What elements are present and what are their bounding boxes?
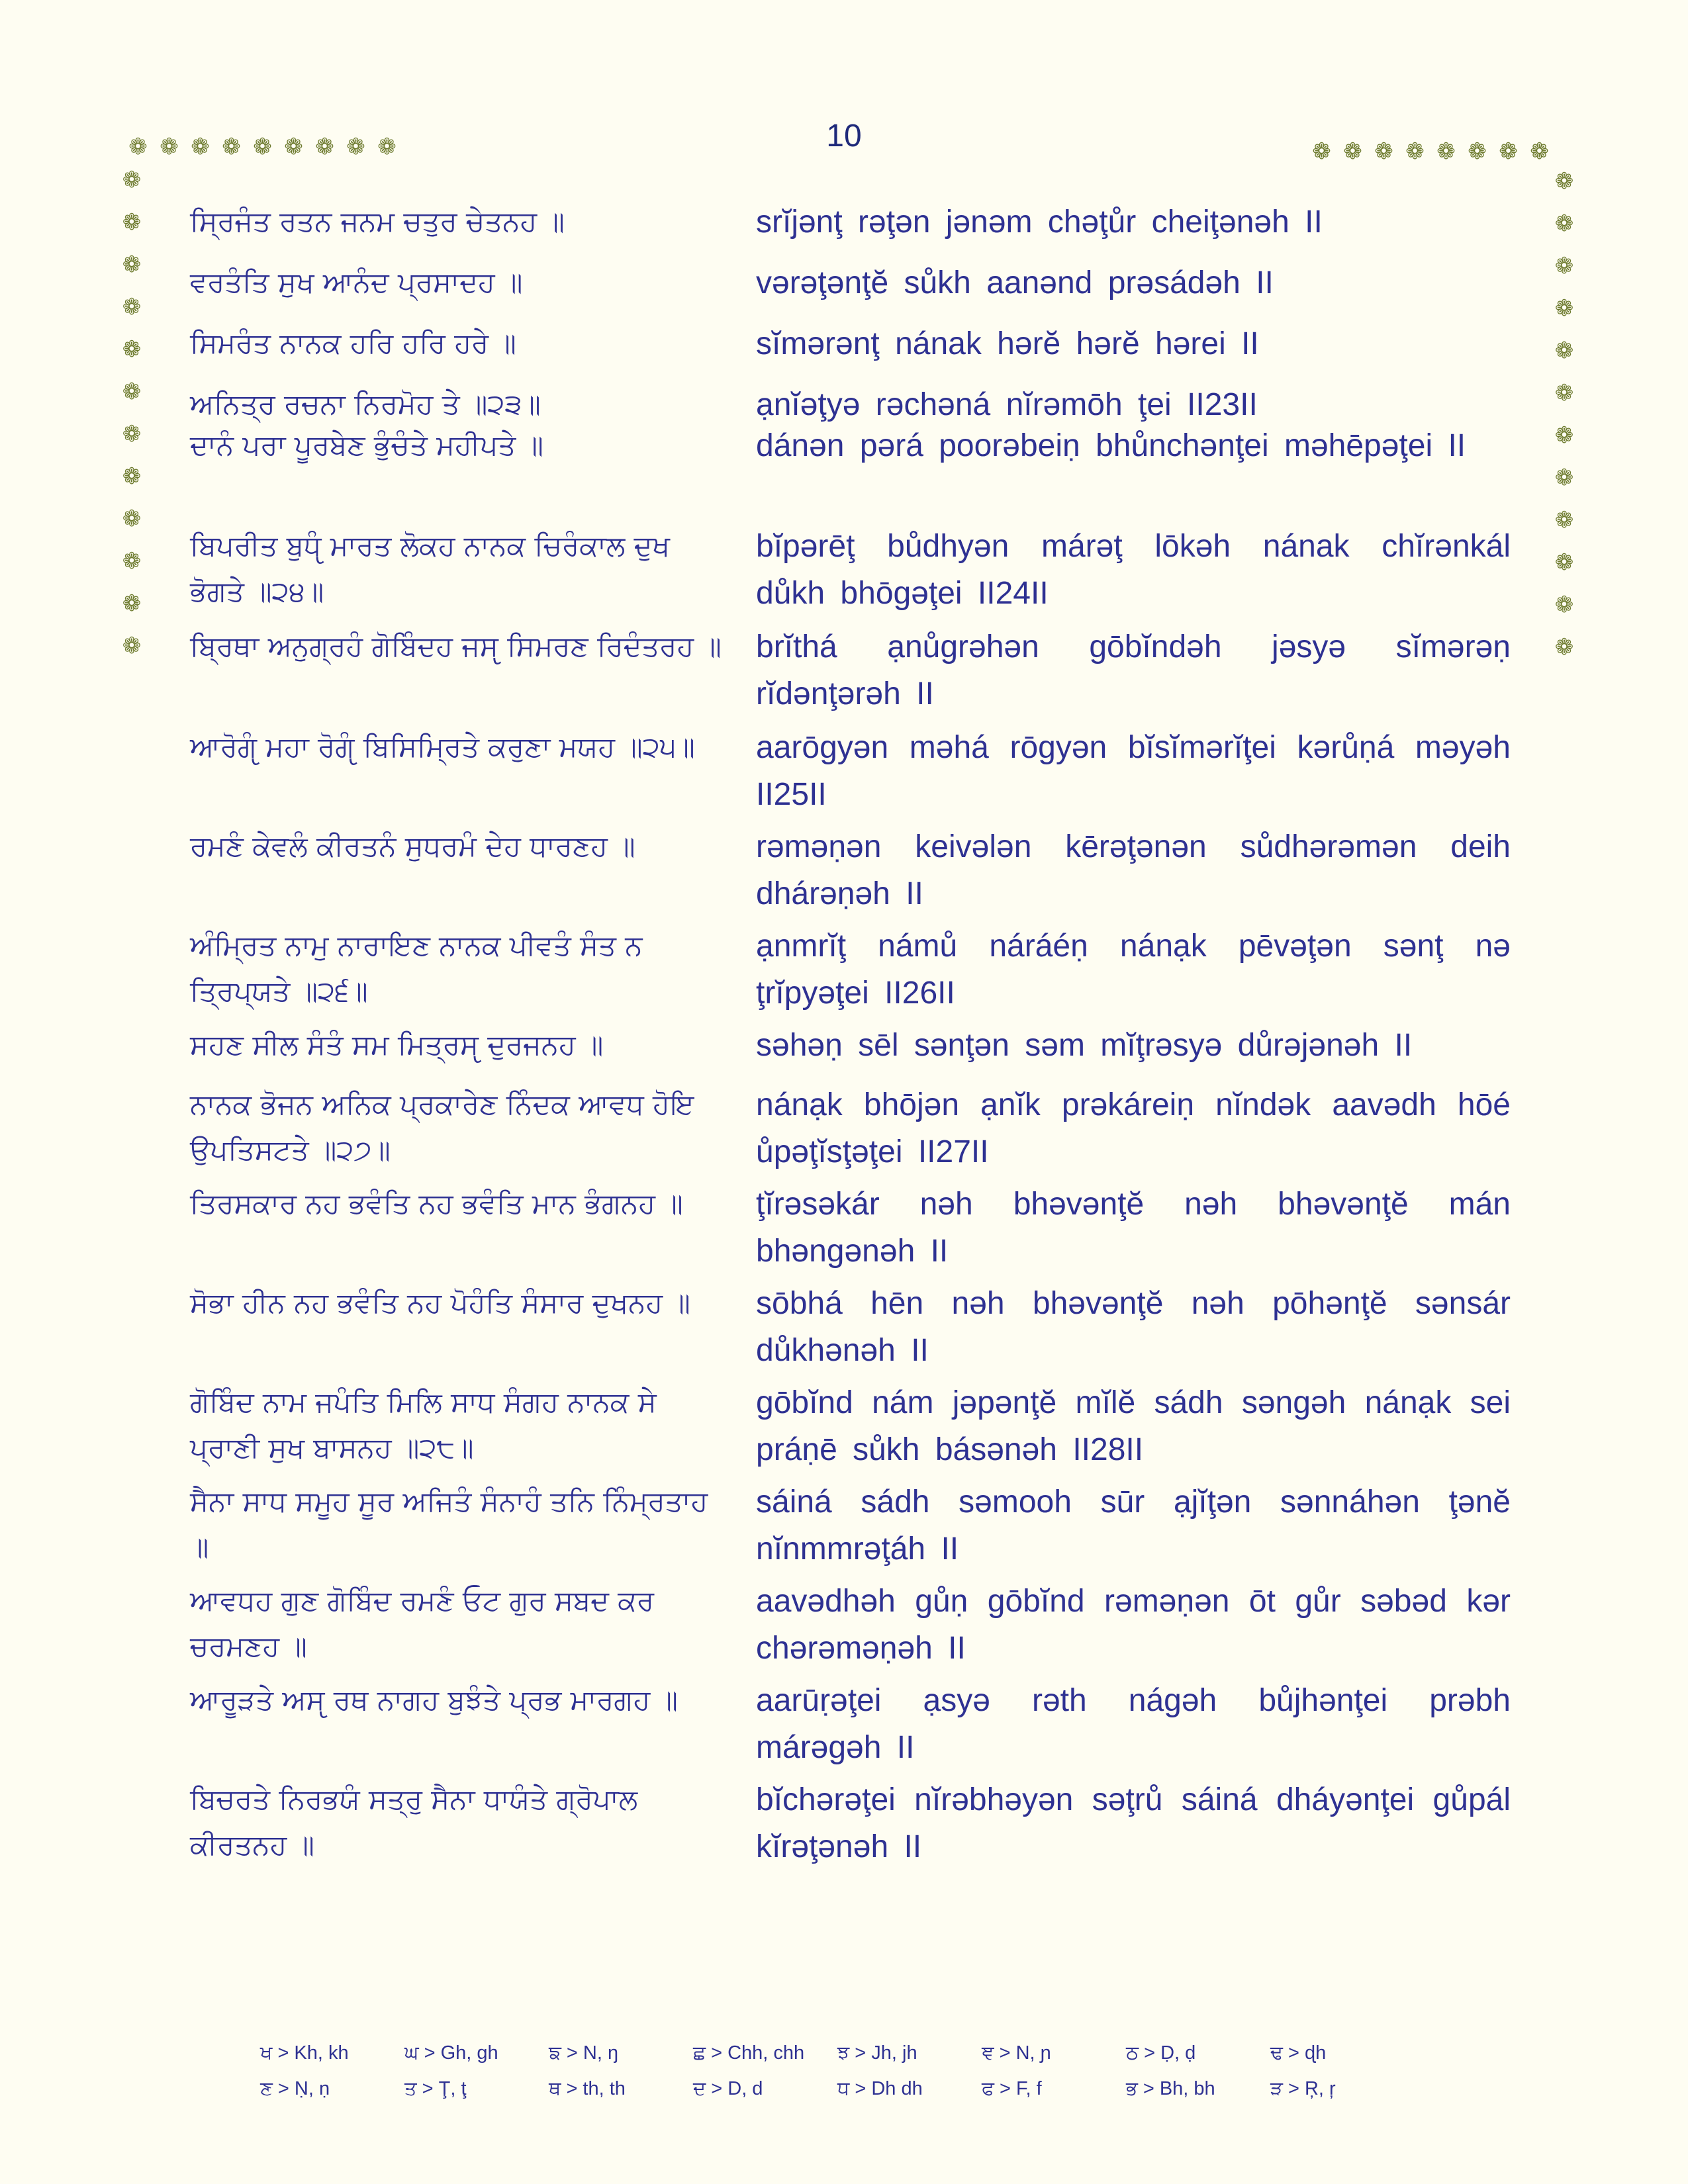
legend-item: ਖ > Kh, kh: [260, 2042, 349, 2064]
flower-icon: ❁: [122, 463, 142, 490]
gurmukhi-text: ਸ੍ਰਿਜੰਤ ਰਤਨ ਜਨਮ ਚਤੁਰ ਚੇਤਨਹ ॥: [190, 205, 565, 238]
flower-icon: ❁: [122, 209, 142, 236]
gurmukhi-text: ਬਿਚਰਤੇ ਨਿਰਭਯੰ ਸਤ੍ਰੁ ਸੈਨਾ ਧਾਯੰਤੇ ਗ੍ਰੋਪਾਲ ਕੀਰਤਨਹ ॥: [190, 1783, 638, 1861]
flower-icon: ❁: [122, 336, 142, 363]
flower-border-top-left: [122, 136, 402, 158]
verse-row: [190, 1022, 1527, 1081]
transliteration-text: bĭchərəţei nĭrəbhəyən səţrů sáiná dháyənţei gůpál kĭrəţənəh II: [756, 1782, 1511, 1864]
flower-icon: ❁: [315, 134, 334, 160]
gurmukhi-text: ਆਵਧਹ ਗੁਣ ਗੋਬਿੰਦ ਰਮਣੰ ਓਟ ਗੁਰ ਸਬਦ ਕਰ ਚਰਮਣਹ ॥: [190, 1584, 654, 1662]
verse-row: [190, 1181, 1527, 1280]
flower-icon: ❁: [128, 134, 148, 160]
gurmukhi-text: ਆਰੂੜਤੇ ਅਸੵ ਰਥ ਨਾਗਹ ਬੁਝੰਤੇ ਪ੍ਰਭ ਮਾਰਗਹ ॥: [190, 1684, 678, 1716]
gurmukhi-text: ਆਰੋਗੵੰ ਮਹਾ ਰੋਗੵੰ ਬਿਸਿਮ੍ਰਿਤੇ ਕਰੁਣਾ ਮਯਹ ॥੨੫॥: [190, 731, 695, 763]
verse-row: [190, 1479, 1527, 1578]
transliteration-text: nánạk bhōjən ạnĭk prəkáreiṇ nĭndək aavədh hōé ůpəţĭsţəţei II27II: [756, 1087, 1511, 1169]
verse-row: [190, 724, 1527, 823]
flower-icon: ❁: [1554, 634, 1574, 660]
legend-item: ਞ > N, ɲ: [982, 2042, 1051, 2064]
flower-icon: ❁: [1554, 210, 1574, 237]
legend-item: ਫ > F, f: [982, 2077, 1042, 2099]
flower-icon: ❁: [122, 379, 142, 405]
flower-icon: ❁: [1530, 138, 1549, 165]
verse-row: [190, 259, 1527, 320]
flower-icon: ❁: [284, 134, 303, 160]
transliteration-legend: [260, 2035, 1415, 2107]
verse-row: [190, 923, 1527, 1022]
gurmukhi-text: ਗੋਬਿੰਦ ਨਾਮ ਜਪੰਤਿ ਮਿਲਿ ਸਾਧ ਸੰਗਹ ਨਾਨਕ ਸੇ ਪ੍ਰਾਣੀ ਸੁਖ ਬਾਸਨਹ ॥੨੮॥: [190, 1386, 657, 1464]
flower-border-left: [120, 169, 143, 677]
legend-row: [260, 2071, 1415, 2107]
transliteration-text: ạnmrĭţ námů náráéṇ nánạk pēvəţən sənţ nə ţrĭpyəţei II26II: [756, 929, 1511, 1011]
legend-item: ਠ > Ḍ, ḍ: [1126, 2042, 1196, 2064]
legend-item: ਘ > Gh, gh: [404, 2042, 498, 2064]
flower-icon: ❁: [122, 548, 142, 574]
verse-row: [190, 1578, 1527, 1677]
flower-icon: ❁: [253, 134, 272, 160]
flower-icon: ❁: [122, 294, 142, 320]
gurmukhi-text: ਸਹਣ ਸੀਲ ਸੰਤੰ ਸਮ ਮਿਤ੍ਰਸੵ ਦੁਰਜਨਹ ॥: [190, 1028, 604, 1061]
flower-icon: ❁: [1312, 138, 1331, 165]
transliteration-text: ạnĭəţyə rəchəná nĭrəmōh ţei II23II: [756, 387, 1258, 422]
gurmukhi-text: ਸੋਭਾ ਹੀਨ ਨਹ ਭਵੰਤਿ ਨਹ ਪੋਹੰਤਿ ਸੰਸਾਰ ਦੁਖਨਹ ॥: [190, 1287, 690, 1319]
flower-icon: ❁: [122, 506, 142, 532]
flower-icon: ❁: [1554, 422, 1574, 449]
flower-icon: ❁: [1554, 295, 1574, 322]
flower-icon: ❁: [122, 421, 142, 447]
transliteration-text: srĭjənţ rəţən jənəm chəţůr cheiţənəh II: [756, 205, 1323, 240]
legend-item: ਙ > N, ŋ: [549, 2042, 619, 2064]
flower-icon: ❁: [122, 590, 142, 617]
verse-row: [190, 523, 1527, 623]
flower-icon: ❁: [122, 633, 142, 659]
legend-item: ਤ > Ţ, ţ: [404, 2077, 467, 2099]
page-number: 10: [826, 118, 862, 154]
flower-icon: ❁: [160, 134, 179, 160]
flower-icon: ❁: [1554, 507, 1574, 533]
flower-border-top-right: [1306, 140, 1555, 163]
flower-icon: ❁: [377, 134, 397, 160]
flower-icon: ❁: [222, 134, 241, 160]
gurmukhi-text: ਰਮਣੰ ਕੇਵਲੰ ਕੀਰਤਨੰ ਸੁਧਰਮੰ ਦੇਹ ਧਾਰਣਹ ॥: [190, 830, 635, 862]
transliteration-text: dánən pərá poorəbeiṇ bhůnchənţei məhēpəţei II: [756, 428, 1466, 463]
flower-border-right: [1553, 170, 1575, 678]
flower-icon: ❁: [122, 167, 142, 193]
gurmukhi-text: ਅਨਿਤ੍ਰ ਰਚਨਾ ਨਿਰਮੋਹ ਤੇ ॥੨੩॥: [190, 388, 541, 420]
verse-row: [190, 320, 1527, 381]
flower-icon: ❁: [346, 134, 365, 160]
legend-item: ਛ > Chh, chh: [693, 2042, 805, 2064]
verse-row: [190, 1776, 1527, 1876]
legend-item: ਦ > D, d: [693, 2077, 763, 2099]
verse-row: [190, 1081, 1527, 1181]
verse-row: [190, 1379, 1527, 1479]
verse-row: [190, 823, 1527, 923]
transliteration-text: aavədhəh gůṇ gōbĭnd rəməṇən ōt gůr səbəd kər chərəməṇəh II: [756, 1584, 1511, 1666]
legend-item: ਣ > Ṇ, ṇ: [260, 2077, 330, 2099]
legend-item: ਝ > Jh, jh: [837, 2042, 917, 2064]
flower-icon: ❁: [1554, 592, 1574, 618]
gurmukhi-text: ਨਾਨਕ ਭੋਜਨ ਅਨਿਕ ਪ੍ਰਕਾਰੇਣ ਨਿੰਦਕ ਆਵਧ ਹੋਇ ਉਪਤਿਸਟਤੇ ॥੨੭॥: [190, 1088, 694, 1166]
flower-icon: ❁: [1554, 465, 1574, 491]
transliteration-text: ţĭrəsəkár nəh bhəvənţĕ nəh bhəvənţĕ mán bhəngənəh II: [756, 1187, 1511, 1269]
flower-icon: ❁: [1343, 138, 1362, 165]
flower-icon: ❁: [1374, 138, 1393, 165]
verse-row: [190, 381, 1527, 422]
verse-row: [190, 422, 1527, 523]
flower-icon: ❁: [1554, 549, 1574, 576]
legend-item: ੜ > Ŗ, ŗ: [1270, 2077, 1336, 2099]
gurmukhi-text: ਬਿਪਰੀਤ ਬੁਧੵੰ ਮਾਰਤ ਲੋਕਹ ਨਾਨਕ ਚਿਰੰਕਾਲ ਦੁਖ ਭੋਗਤੇ ॥੨੪॥: [190, 529, 671, 608]
transliteration-text: vərəţənţĕ sůkh aanənd prəsádəh II: [756, 265, 1274, 300]
flower-icon: ❁: [1554, 380, 1574, 406]
legend-item: ਥ > th, th: [549, 2077, 626, 2099]
transliteration-text: rəməṇən keivələn kērəţənən sůdhərəmən deih dhárəṇəh II: [756, 829, 1511, 911]
flower-icon: ❁: [122, 251, 142, 278]
gurmukhi-text: ਅੰਮ੍ਰਿਤ ਨਾਮੁ ਨਾਰਾਇਣ ਨਾਨਕ ਪੀਵਤੰ ਸੰਤ ਨ ਤ੍ਰਿਪ੍ਯਤੇ ॥੨੬॥: [190, 929, 643, 1007]
transliteration-text: sĭmərənţ nának hərĕ hərĕ hərei II: [756, 326, 1259, 361]
flower-icon: ❁: [1554, 338, 1574, 364]
transliteration-text: bĭpərēţ bůdhyən márəţ lōkəh nának chĭrənkál důkh bhōgəţei II24II: [756, 529, 1511, 611]
legend-item: ਭ > Bh, bh: [1126, 2077, 1215, 2099]
flower-icon: ❁: [1468, 138, 1487, 165]
verse-row: [190, 1677, 1527, 1776]
gurmukhi-text: ਦਾਨੰ ਪਰਾ ਪੂਰਬੇਣ ਭੁੰਚੰਤੇ ਮਹੀਪਤੇ ॥: [190, 429, 543, 461]
gurmukhi-text: ਬ੍ਰਿਥਾ ਅਨੁਗ੍ਰਹੰ ਗੋਬਿੰਦਹ ਜਸੵ ਸਿਮਰਣ ਰਿਦੰਤਰਹ ॥: [190, 630, 722, 662]
transliteration-text: sáiná sádh səmooh sūr ạjĭţən sənnáhən ţənĕ nĭnmmrəţáh II: [756, 1484, 1511, 1567]
flower-icon: ❁: [1554, 168, 1574, 195]
transliteration-text: aarōgyən məhá rōgyən bĭsĭmərĭţei kərůṇá məyəh II25II: [756, 730, 1511, 812]
gurmukhi-text: ਸੈਨਾ ਸਾਧ ਸਮੂਹ ਸੂਰ ਅਜਿਤੰ ਸੰਨਾਹੰ ਤਨਿ ਨਿੰਮ੍ਰਤਾਹ ॥: [190, 1485, 708, 1563]
transliteration-text: səhəṇ sēl sənţən səm mĭţrəsyə důrəjənəh II: [756, 1028, 1413, 1063]
verse-table: [190, 199, 1527, 1876]
flower-icon: ❁: [1436, 138, 1456, 165]
legend-row: [260, 2035, 1415, 2071]
transliteration-text: gōbĭnd nám jəpənţĕ mĭlĕ sádh səngəh nánạk sei práṇē sůkh básənəh II28II: [756, 1385, 1511, 1467]
verse-row: [190, 199, 1527, 259]
transliteration-text: brĭthá ạnůgrəhən gōbĭndəh jəsyə sĭmərəṇ rĭdənţərəh II: [756, 629, 1511, 711]
gurmukhi-text: ਤਿਰਸਕਾਰ ਨਹ ਭਵੰਤਿ ਨਹ ਭਵੰਤਿ ਮਾਨ ਭੰਗਨਹ ॥: [190, 1187, 683, 1220]
verse-row: [190, 1280, 1527, 1379]
flower-icon: ❁: [1499, 138, 1518, 165]
transliteration-text: sōbhá hēn nəh bhəvənţĕ nəh pōhənţĕ sənsár důkhənəh II: [756, 1286, 1511, 1368]
verse-row: [190, 623, 1527, 724]
flower-icon: ❁: [1405, 138, 1425, 165]
gurmukhi-text: ਸਿਮਰੰਤ ਨਾਨਕ ਹਰਿ ਹਰਿ ਹਰੇ ॥: [190, 327, 516, 359]
transliteration-text: aarūṛəţei ạsyə rəth nágəh bůjhənţei prəbh márəgəh II: [756, 1683, 1511, 1765]
flower-icon: ❁: [191, 134, 210, 160]
legend-item: ਢ > ɖh: [1270, 2042, 1327, 2064]
gurmukhi-text: ਵਰਤੰਤਿ ਸੁਖ ਆਨੰਦ ਪ੍ਰਸਾਦਹ ॥: [190, 266, 523, 298]
flower-icon: ❁: [1554, 253, 1574, 279]
legend-item: ਧ > Dh dh: [837, 2077, 923, 2099]
